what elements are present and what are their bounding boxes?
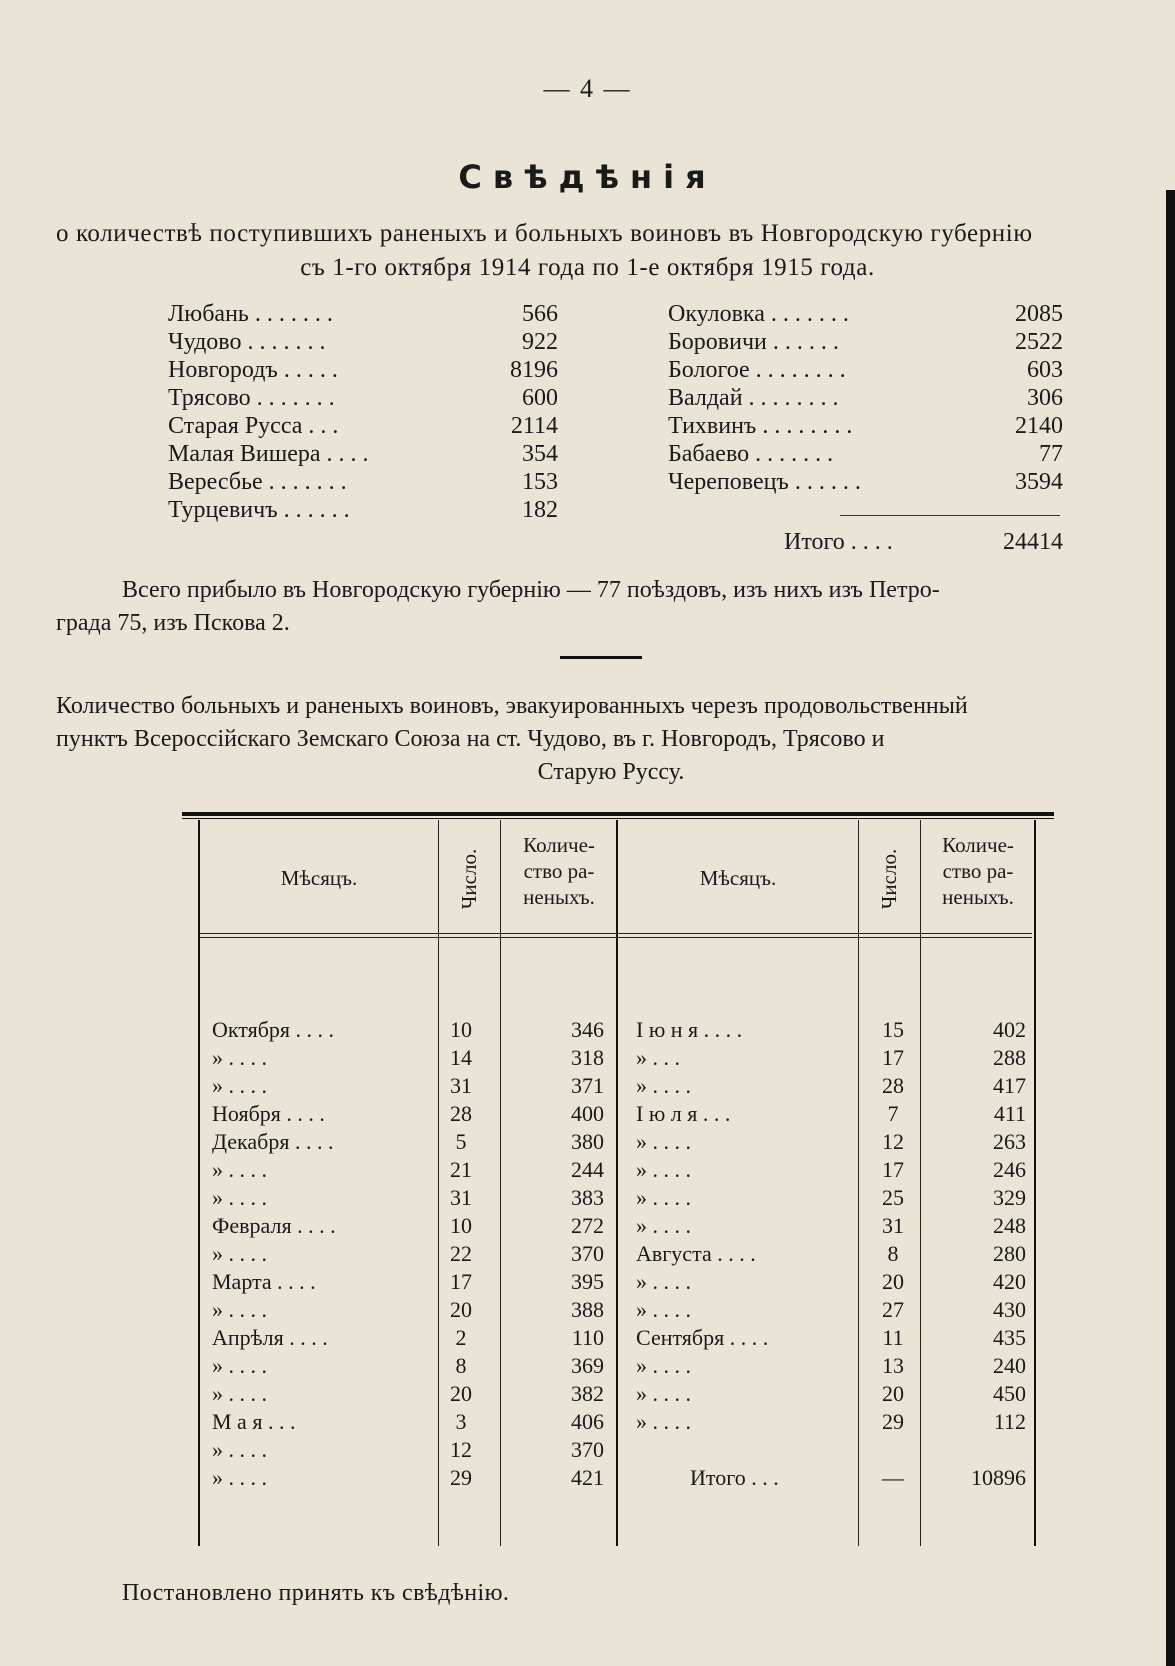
day-cell: 11 — [882, 1325, 904, 1350]
month-cell: Сентября . . . . — [636, 1325, 769, 1350]
month-cell: » . . . . — [636, 1185, 691, 1210]
day-cell: 28 — [882, 1073, 904, 1098]
month-cell: » . . . . — [212, 1185, 267, 1210]
station-count: 77 — [1039, 441, 1063, 467]
count-cell: 248 — [993, 1213, 1026, 1238]
day-cell: 20 — [450, 1297, 472, 1322]
table-header-rule — [200, 937, 1032, 938]
day-cell: 29 — [882, 1409, 904, 1434]
month-cell: » . . . . — [212, 1297, 267, 1322]
day-cell: 7 — [887, 1101, 899, 1126]
day-cell: 29 — [450, 1465, 472, 1490]
count-cell: 246 — [993, 1157, 1026, 1182]
day-cell: 17 — [882, 1157, 904, 1182]
header-month-left: Мѣсяцъ. — [280, 866, 358, 890]
station-name: Новгородъ . . . . . — [168, 357, 338, 383]
subtitle-line-1: о количествѣ поступившихъ раненыхъ и больныхъ воиновъ въ Новгородскую губернію — [56, 220, 1033, 247]
station-name: Трясово . . . . . . . — [168, 385, 335, 411]
day-cell: 31 — [882, 1213, 904, 1238]
stations-total-label: Итого . . . . — [784, 529, 893, 555]
count-cell: 417 — [993, 1073, 1026, 1098]
station-count: 3594 — [1015, 469, 1063, 495]
station-row — [168, 468, 558, 496]
count-cell: 406 — [571, 1409, 604, 1434]
station-count: 2522 — [1015, 329, 1063, 355]
count-cell: 369 — [571, 1353, 604, 1378]
day-cell: 31 — [450, 1185, 472, 1210]
month-cell: » . . . . — [212, 1353, 267, 1378]
month-cell: І ю л я . . . — [636, 1101, 731, 1126]
count-cell: 450 — [993, 1381, 1026, 1406]
month-cell: » . . . . — [636, 1073, 691, 1098]
day-cell: 13 — [882, 1353, 904, 1378]
station-name: Любань . . . . . . . — [168, 301, 333, 327]
day-cell: 25 — [882, 1185, 904, 1210]
table-row — [0, 1044, 1175, 1072]
total-rule — [840, 515, 1060, 516]
month-cell: » . . . . — [636, 1269, 691, 1294]
day-cell: 21 — [450, 1157, 472, 1182]
count-cell: 421 — [571, 1465, 604, 1490]
table-row — [0, 1156, 1175, 1184]
section-divider — [560, 656, 642, 659]
table-row — [0, 1408, 1175, 1436]
station-count: 182 — [522, 497, 558, 523]
header-count-line: ство ра- — [942, 859, 1014, 883]
count-cell: 346 — [571, 1017, 604, 1042]
station-row — [668, 412, 1063, 440]
day-cell: 15 — [882, 1017, 904, 1042]
station-count: 354 — [522, 441, 558, 467]
footer-resolution: Постановлено принять къ свѣдѣнію. — [122, 1580, 510, 1606]
count-cell: 288 — [993, 1045, 1026, 1070]
day-cell: 20 — [450, 1381, 472, 1406]
day-cell: 27 — [882, 1297, 904, 1322]
station-name: Чудово . . . . . . . — [168, 329, 326, 355]
header-day-left: Число. — [457, 848, 481, 910]
header-count-left — [502, 832, 616, 910]
month-cell: » . . . . — [636, 1353, 691, 1378]
evacuation-paragraph-line-3: Старую Руссу. — [537, 759, 685, 785]
month-cell: Ноября . . . . — [212, 1101, 325, 1126]
table-top-rule — [182, 812, 1054, 816]
table-row — [0, 1296, 1175, 1324]
table-row — [0, 1324, 1175, 1352]
count-cell: 272 — [571, 1213, 604, 1238]
month-cell: І ю н я . . . . — [636, 1017, 743, 1042]
table-row — [0, 1016, 1175, 1044]
trains-paragraph-line-1: Всего прибыло въ Новгородскую губернію — 77 поѣздовъ, изъ нихъ изъ Петро- — [122, 577, 940, 603]
station-row — [168, 328, 558, 356]
day-cell: 31 — [450, 1073, 472, 1098]
station-row — [668, 356, 1063, 384]
table-header-rule — [200, 933, 1032, 934]
month-cell: » . . . . — [212, 1157, 267, 1182]
month-cell: » . . . . — [212, 1465, 267, 1490]
station-row — [668, 328, 1063, 356]
count-cell: 382 — [571, 1381, 604, 1406]
count-cell: 371 — [571, 1073, 604, 1098]
day-cell: 2 — [455, 1325, 467, 1350]
station-name: Боровичи . . . . . . — [668, 329, 839, 355]
station-row — [668, 384, 1063, 412]
month-cell: » . . . . — [636, 1213, 691, 1238]
count-cell: 435 — [993, 1325, 1026, 1350]
month-cell: Февраля . . . . — [212, 1213, 336, 1238]
station-row — [168, 300, 558, 328]
day-cell: 12 — [882, 1129, 904, 1154]
header-count-line: Количе- — [942, 833, 1014, 857]
station-name: Бологое . . . . . . . . — [668, 357, 846, 383]
count-cell: 240 — [993, 1353, 1026, 1378]
evacuation-paragraph-line-1: Количество больныхъ и раненыхъ воиновъ, эвакуированныхъ черезъ продовольственный — [56, 693, 968, 719]
count-cell: 318 — [571, 1045, 604, 1070]
month-cell: » . . . . — [212, 1241, 267, 1266]
station-name: Валдай . . . . . . . . — [668, 385, 839, 411]
station-list-left — [168, 300, 558, 524]
day-cell: 17 — [450, 1269, 472, 1294]
station-row — [168, 356, 558, 384]
day-cell: 3 — [455, 1409, 467, 1434]
table-total-day: — — [882, 1465, 904, 1490]
table-row — [0, 1380, 1175, 1408]
subtitle-line-2: съ 1-го октября 1914 года по 1-е октября 1915 года. — [300, 254, 875, 281]
day-cell: 20 — [882, 1381, 904, 1406]
month-cell: » . . . . — [636, 1409, 691, 1434]
day-cell: 8 — [887, 1241, 899, 1266]
month-cell: » . . . . — [636, 1381, 691, 1406]
station-row — [668, 468, 1063, 496]
table-row — [0, 1072, 1175, 1100]
header-count-line: неныхъ. — [942, 885, 1014, 909]
count-cell: 388 — [571, 1297, 604, 1322]
count-cell: 380 — [571, 1129, 604, 1154]
stations-total-value: 24414 — [1003, 529, 1063, 555]
count-cell: 420 — [993, 1269, 1026, 1294]
count-cell: 383 — [571, 1185, 604, 1210]
station-count: 922 — [522, 329, 558, 355]
day-cell: 8 — [455, 1353, 467, 1378]
header-count-line: неныхъ. — [523, 885, 595, 909]
day-cell: 28 — [450, 1101, 472, 1126]
trains-paragraph-line-2: града 75, изъ Пскова 2. — [56, 610, 290, 636]
count-cell: 263 — [993, 1129, 1026, 1154]
station-count: 2140 — [1015, 413, 1063, 439]
table-row — [0, 1464, 1175, 1492]
month-cell: » . . . . — [636, 1297, 691, 1322]
station-name: Окуловка . . . . . . . — [668, 301, 849, 327]
table-row — [0, 1128, 1175, 1156]
header-day-right: Число. — [877, 848, 901, 910]
month-cell: Августа . . . . — [636, 1241, 756, 1266]
month-cell: Апрѣля . . . . — [212, 1325, 328, 1350]
day-cell: 20 — [882, 1269, 904, 1294]
station-name: Череповецъ . . . . . . — [668, 469, 861, 495]
header-count-line: ство ра- — [523, 859, 595, 883]
station-name: Вересбье . . . . . . . — [168, 469, 347, 495]
station-count: 306 — [1027, 385, 1063, 411]
month-cell: Декабря . . . . — [212, 1129, 334, 1154]
table-row — [0, 1436, 1175, 1464]
month-cell: » . . . . — [212, 1381, 267, 1406]
month-cell: М а я . . . — [212, 1409, 296, 1434]
month-cell: » . . . . — [636, 1157, 691, 1182]
station-row — [168, 384, 558, 412]
header-count-line: Количе- — [523, 833, 595, 857]
month-cell: » . . . . — [636, 1129, 691, 1154]
trains-paragraph — [56, 574, 1166, 640]
header-count-right — [922, 832, 1034, 910]
table-row — [0, 1240, 1175, 1268]
station-name: Бабаево . . . . . . . — [668, 441, 834, 467]
station-count: 8196 — [510, 357, 558, 383]
station-count: 153 — [522, 469, 558, 495]
station-count: 603 — [1027, 357, 1063, 383]
station-name: Турцевичъ . . . . . . — [168, 497, 350, 523]
evacuation-paragraph-line-2: пунктъ Всероссійскаго Земскаго Союза на ст. Чудово, въ г. Новгородъ, Трясово и — [56, 726, 885, 752]
count-cell: 110 — [571, 1325, 604, 1350]
evacuation-paragraph — [56, 690, 1166, 789]
table-total-label: Итого . . . — [690, 1465, 779, 1490]
count-cell: 329 — [993, 1185, 1026, 1210]
table-row — [0, 1100, 1175, 1128]
count-cell: 370 — [571, 1241, 604, 1266]
header-month-right: Мѣсяцъ. — [699, 866, 777, 890]
day-cell: 5 — [455, 1129, 467, 1154]
month-cell: Октября . . . . — [212, 1017, 335, 1042]
count-cell: 112 — [993, 1409, 1026, 1434]
count-cell: 411 — [993, 1101, 1026, 1126]
station-name: Старая Русса . . . — [168, 413, 339, 439]
table-row — [0, 1212, 1175, 1240]
day-cell: 22 — [450, 1241, 472, 1266]
station-count: 600 — [522, 385, 558, 411]
station-list-right — [668, 300, 1063, 496]
station-name: Малая Вишера . . . . — [168, 441, 369, 467]
day-cell: 10 — [450, 1017, 472, 1042]
station-name: Тихвинъ . . . . . . . . — [668, 413, 853, 439]
count-cell: 402 — [993, 1017, 1026, 1042]
table-row — [0, 1268, 1175, 1296]
month-cell: Марта . . . . — [212, 1269, 316, 1294]
month-cell: » . . . . — [212, 1437, 267, 1462]
count-cell: 244 — [571, 1157, 604, 1182]
stations-total — [784, 528, 1063, 556]
day-cell: 17 — [882, 1045, 904, 1070]
table-row — [0, 1352, 1175, 1380]
month-cell: » . . . . — [212, 1045, 267, 1070]
page-number: — 4 — — [543, 74, 632, 103]
month-cell: » . . . . — [212, 1073, 267, 1098]
station-row — [668, 300, 1063, 328]
day-cell: 14 — [450, 1045, 472, 1070]
station-row — [168, 496, 558, 524]
station-row — [168, 440, 558, 468]
table-total-count: 10896 — [971, 1465, 1026, 1490]
month-cell: » . . . — [636, 1045, 680, 1070]
table-top-rule-thin — [182, 818, 1054, 819]
table-row — [0, 1184, 1175, 1212]
count-cell: 400 — [571, 1101, 604, 1126]
count-cell: 370 — [571, 1437, 604, 1462]
count-cell: 430 — [993, 1297, 1026, 1322]
page-title: Свѣдѣнія — [458, 158, 717, 196]
count-cell: 395 — [571, 1269, 604, 1294]
day-cell: 12 — [450, 1437, 472, 1462]
station-row — [168, 412, 558, 440]
station-count: 2114 — [510, 413, 558, 439]
count-cell: 280 — [993, 1241, 1026, 1266]
station-row — [668, 440, 1063, 468]
station-count: 2085 — [1015, 301, 1063, 327]
station-count: 566 — [522, 301, 558, 327]
day-cell: 10 — [450, 1213, 472, 1238]
